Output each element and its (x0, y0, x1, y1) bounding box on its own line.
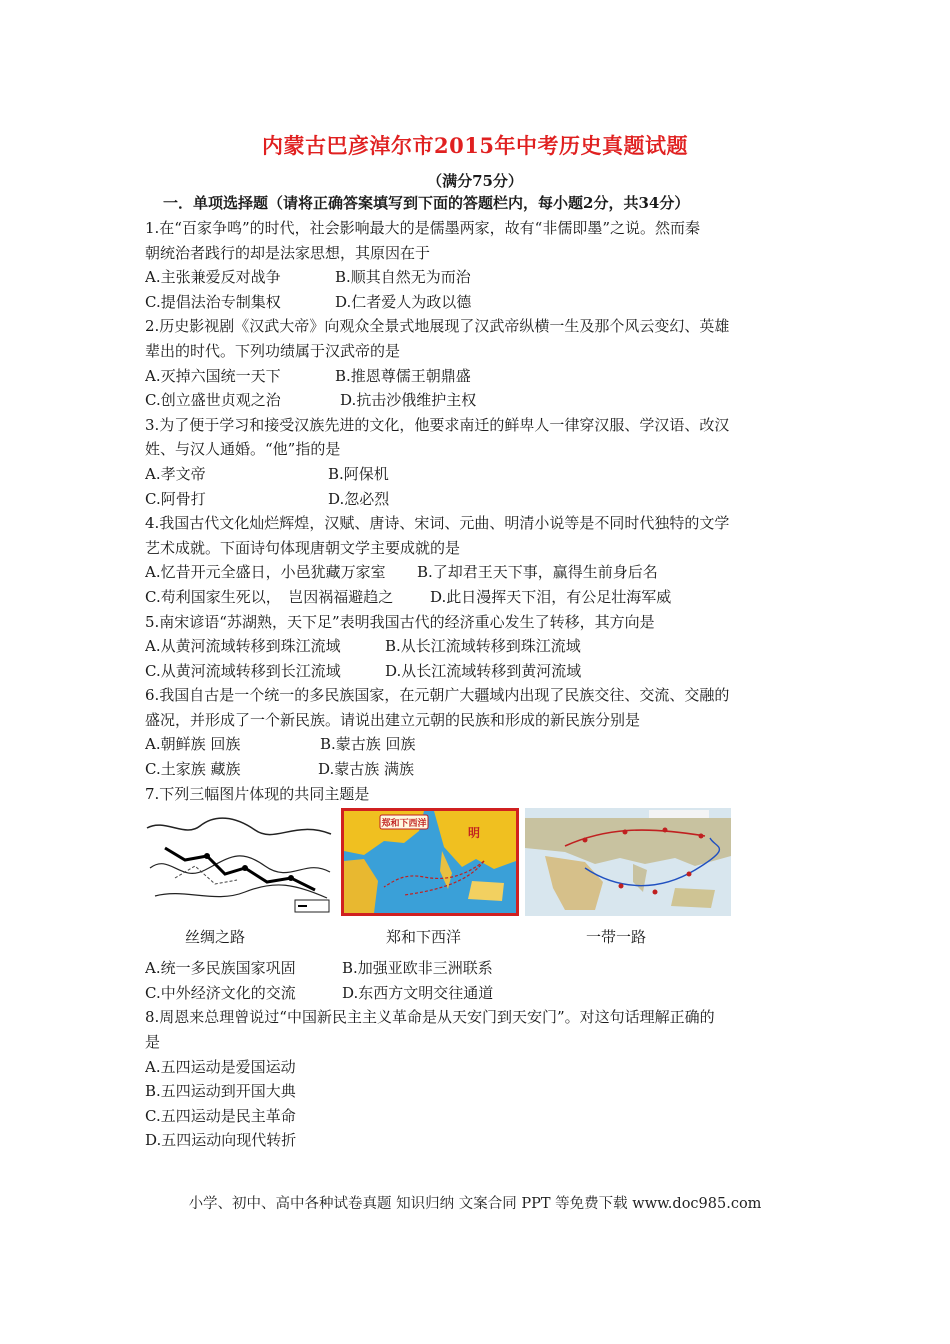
q4-stem-line2: 艺术成就。下面诗句体现唐朝文学主要成就的是 (145, 538, 461, 557)
q1-stem-line1: 1.在“百家争鸣”的时代，社会影响最大的是儒墨两家，故有“非儒即墨”之说。然而秦 (145, 219, 700, 237)
q6-options-ab (145, 732, 810, 757)
q5-option-d[interactable]: D.从长江流域转移到黄河流域 (385, 661, 582, 680)
q6-option-c[interactable]: C.土家族 藏族 (145, 760, 241, 779)
section-heading: 一．单项选择题（请将正确答案填写到下面的答题栏内，每小题2分，共34分） (163, 194, 690, 212)
silk-road-map-icon (145, 808, 333, 916)
zheng-he-map-image (341, 808, 519, 916)
page-title: 内蒙古巴彦淖尔市2015年中考历史真题试题 (262, 133, 688, 158)
q3-option-c[interactable]: C.阿骨打 (145, 489, 206, 508)
q4-options-ab (145, 560, 810, 585)
zheng-he-map-label: 郑和下西洋 (381, 819, 427, 830)
q3-options-ab (145, 462, 810, 487)
q5-option-a[interactable]: A.从黄河流域转移到珠江流域 (145, 637, 341, 656)
q8-stem-line1: 8.周恩来总理曾说过“中国新民主主义革命是从天安门到天安门”。对这句话理解正确的 (145, 1008, 715, 1027)
q1-option-a[interactable]: A.主张兼爱反对战争 (145, 268, 281, 287)
q3-option-d[interactable]: D.忽必烈 (328, 489, 390, 508)
q8-option-d[interactable]: D.五四运动向现代转折 (145, 1131, 297, 1150)
q1-options-ab (145, 265, 810, 290)
belt-and-road-map-icon (525, 808, 731, 916)
q3-options-cd (145, 487, 810, 512)
q4-option-b[interactable]: B.了却君王天下事，赢得生前身后名 (417, 563, 658, 582)
q6-option-b[interactable]: B.蒙古族 回族 (320, 735, 416, 754)
q7-captions (145, 920, 810, 956)
q7-option-b[interactable]: B.加强亚欧非三洲联系 (342, 959, 493, 978)
q5-stem-line1: 5.南宋谚语“苏湖熟，天下足”表明我国古代的经济重心发生了转移，其方向是 (145, 612, 655, 631)
q1-option-b[interactable]: B.顺其自然无为而治 (335, 268, 471, 287)
q2-option-b[interactable]: B.推恩尊儒王朝鼎盛 (335, 366, 471, 385)
q6-stem-line1: 6.我国自古是一个统一的多民族国家，在元朝广大疆域内出现了民族交往、交流、交融的 (145, 686, 730, 705)
q7-options-ab (145, 956, 810, 981)
q2-option-a[interactable]: A.灭掉六国统一天下 (145, 366, 281, 385)
q3-stem-line2: 姓、与汉人通婚。“他”指的是 (145, 440, 341, 459)
q8-option-a[interactable]: A.五四运动是爱国运动 (145, 1057, 296, 1076)
q1-option-c[interactable]: C.提倡法治专制集权 (145, 292, 281, 311)
page-footer: 小学、初中、高中各种试卷真题 知识归纳 文案合同 PPT 等免费下载 www.doc985.com (188, 1196, 762, 1212)
q3-option-a[interactable]: A.孝文帝 (145, 464, 206, 483)
caption-belt-and-road: 一带一路 (586, 928, 647, 947)
ming-map-label: 明 (468, 826, 481, 841)
q5-options-cd (145, 659, 810, 684)
q3-stem-line1: 3.为了便于学习和接受汉族先进的文化，他要求南迁的鲜卑人一律穿汉服、学汉语、改汉 (145, 415, 730, 434)
q4-option-c[interactable]: C.苟利国家生死以， 岂因祸福避趋之 (145, 587, 394, 606)
q8-stem-line2: 是 (145, 1033, 161, 1052)
q5-option-b[interactable]: B.从长江流域转移到珠江流域 (385, 637, 581, 656)
q7-options-cd (145, 981, 810, 1006)
q1-options-cd (145, 290, 810, 315)
q8-option-c[interactable]: C.五四运动是民主革命 (145, 1106, 296, 1125)
q4-option-d[interactable]: D.此日漫挥天下泪，有公足壮海军威 (430, 587, 672, 606)
q6-option-a[interactable]: A.朝鲜族 回族 (145, 735, 241, 754)
q2-option-c[interactable]: C.创立盛世贞观之治 (145, 391, 281, 410)
q4-stem-line1: 4.我国古代文化灿烂辉煌，汉赋、唐诗、宋词、元曲、明清小说等是不同时代独特的文学 (145, 514, 730, 533)
q1-stem-line2: 朝统治者践行的却是法家思想，其原因在于 (145, 243, 431, 262)
q6-option-d[interactable]: D.蒙古族 满族 (318, 760, 415, 779)
full-score: （满分75分） (427, 172, 523, 190)
q2-options-cd (145, 388, 810, 413)
caption-silk-road: 丝绸之路 (185, 928, 246, 947)
q5-options-ab (145, 634, 810, 659)
belt-and-road-map-image (525, 808, 731, 916)
q2-stem-line2: 辈出的时代。下列功绩属于汉武帝的是 (145, 341, 401, 360)
q7-figures (145, 808, 810, 920)
q2-option-d[interactable]: D.抗击沙俄维护主权 (340, 391, 477, 410)
q6-stem-line2: 盛况，并形成了一个新民族。请说出建立元朝的民族和形成的新民族分别是 (145, 710, 641, 729)
q7-option-d[interactable]: D.东西方文明交往通道 (342, 983, 494, 1002)
q2-options-ab (145, 364, 810, 389)
q8-option-b[interactable]: B.五四运动到开国大典 (145, 1082, 296, 1101)
q3-option-b[interactable]: B.阿保机 (328, 464, 389, 483)
zheng-he-map-icon (344, 811, 516, 913)
q1-option-d[interactable]: D.仁者爱人为政以德 (335, 292, 472, 311)
questions (145, 216, 810, 1153)
silk-road-map-image (145, 808, 333, 916)
q4-option-a[interactable]: A.忆昔开元全盛日，小邑犹藏万家室 (145, 563, 386, 582)
caption-zheng-he: 郑和下西洋 (386, 928, 462, 947)
q7-stem-line1: 7.下列三幅图片体现的共同主题是 (145, 784, 370, 803)
q7-option-a[interactable]: A.统一多民族国家巩固 (145, 959, 296, 978)
q5-option-c[interactable]: C.从黄河流域转移到长江流域 (145, 661, 341, 680)
q2-stem-line1: 2.历史影视剧《汉武大帝》向观众全景式地展现了汉武帝纵横一生及那个风云变幻、英雄 (145, 317, 730, 336)
q4-options-cd (145, 585, 810, 610)
q7-option-c[interactable]: C.中外经济文化的交流 (145, 983, 296, 1002)
q6-options-cd (145, 757, 810, 782)
